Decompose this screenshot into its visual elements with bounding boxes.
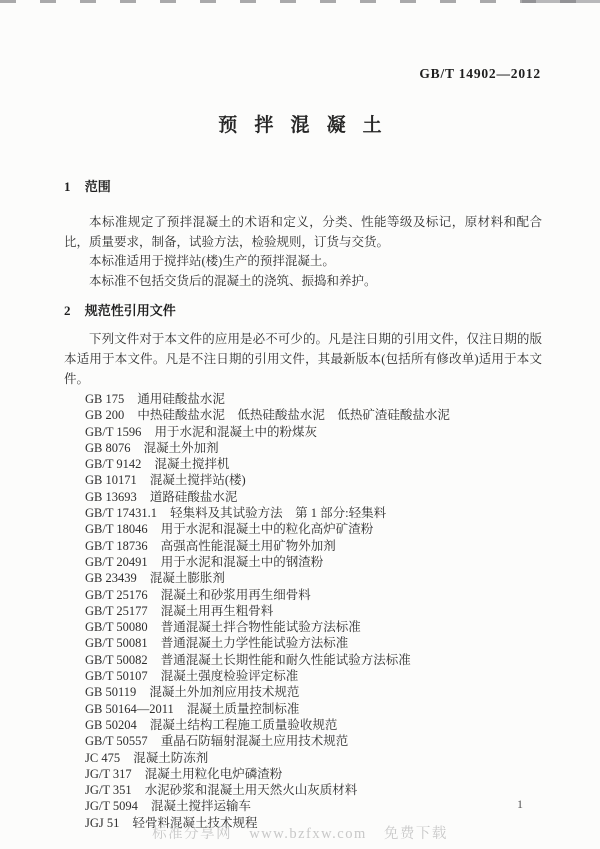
reference-code: JC 475 <box>85 750 121 765</box>
reference-title: 混凝土强度检验评定标准 <box>160 669 299 684</box>
reference-code: GB/T 50557 <box>85 734 148 749</box>
reference-item <box>85 424 542 440</box>
reference-item <box>85 782 542 798</box>
reference-title: 混凝土外加剂应用技术规范 <box>149 685 300 700</box>
scope-paragraph-1: 本标准规定了预拌混凝土的术语和定义，分类、性能等级及标记，原材料和配合比，质量要求，制备，试验方法，检验规则，订货与交货。 <box>64 215 542 249</box>
reference-title: 混凝土膨胀剂 <box>149 571 225 586</box>
reference-title: 普通混凝土力学性能试验方法标准 <box>160 636 349 651</box>
section-2-title: 规范性引用文件 <box>84 303 176 318</box>
reference-code: GB/T 50081 <box>85 636 148 651</box>
watermark-text: 标准分享网 www.bzfxw.com 免费下载 <box>152 826 448 842</box>
reference-title: 用于水泥和混凝土中的粒化高炉矿渣粉 <box>160 522 374 537</box>
reference-code: GB/T 17431.1 <box>85 506 157 521</box>
reference-code: GB/T 50080 <box>85 620 148 635</box>
reference-title: 普通混凝土长期性能和耐久性能试验方法标准 <box>160 652 411 667</box>
page-number: 1 <box>517 797 523 811</box>
scan-artifact-top-edge <box>0 0 600 3</box>
reference-item <box>85 798 542 814</box>
section-1-heading <box>64 176 542 195</box>
reference-item <box>85 472 542 488</box>
section-1-number: 1 <box>64 179 71 194</box>
reference-item <box>85 668 542 684</box>
reference-title: 混凝土用再生粗骨料 <box>160 603 274 618</box>
reference-title: 混凝土结构工程施工质量验收规范 <box>149 717 338 732</box>
references-intro-paragraph: 下列文件对于本文件的应用是必不可少的。凡是注日期的引用文件，仅注日期的版本适用于本文件。凡是不注日期的引用文件，其最新版本(包括所有修改单)适用于本文件。 <box>64 332 542 386</box>
reference-item <box>85 635 542 651</box>
reference-code: GB/T 1596 <box>85 424 142 439</box>
reference-title: 中热硅酸盐水泥 低热硅酸盐水泥 低热矿渣硅酸盐水泥 <box>137 408 450 423</box>
reference-item <box>85 652 542 668</box>
reference-item <box>85 505 542 521</box>
reference-code: GB 10171 <box>85 473 137 488</box>
scope-paragraph-3: 本标准不包括交货后的混凝土的浇筑、振捣和养护。 <box>89 273 377 288</box>
reference-item <box>85 456 542 472</box>
reference-title: 道路硅酸盐水泥 <box>149 489 238 504</box>
section-2-number: 2 <box>64 303 71 318</box>
reference-title: 混凝土外加剂 <box>143 440 219 455</box>
reference-code: GB 13693 <box>85 489 137 504</box>
reference-item <box>85 717 542 733</box>
reference-item <box>85 684 542 700</box>
reference-item <box>85 701 542 717</box>
reference-item <box>85 391 542 407</box>
reference-code: GB 50204 <box>85 717 137 732</box>
reference-item <box>85 587 542 603</box>
reference-title: 普通混凝土拌合物性能试验方法标准 <box>160 620 361 635</box>
reference-code: GB 175 <box>85 392 125 406</box>
reference-code: GB/T 9142 <box>85 457 142 472</box>
reference-title: 混凝土搅拌机 <box>154 457 230 472</box>
reference-item <box>85 440 542 456</box>
reference-item <box>85 554 542 570</box>
reference-item <box>85 750 542 766</box>
reference-title: 用于水泥和混凝土中的粉煤灰 <box>154 424 318 439</box>
reference-item <box>85 538 542 554</box>
reference-title: 轻骨料混凝土技术规程 <box>132 815 258 830</box>
reference-code: GB/T 18736 <box>85 538 148 553</box>
reference-code: JG/T 351 <box>85 783 132 798</box>
reference-code: GB 23439 <box>85 571 137 586</box>
reference-title: 混凝土搅拌运输车 <box>151 799 252 814</box>
reference-code: GB/T 18046 <box>85 522 148 537</box>
reference-title: 轻集料及其试验方法 第 1 部分:轻集料 <box>170 506 387 521</box>
reference-code: JG/T 317 <box>85 766 132 781</box>
section-2-heading <box>64 300 542 319</box>
reference-code: JGJ 51 <box>85 815 120 830</box>
page-content <box>64 176 542 831</box>
reference-title: 水泥砂浆和混凝土用天然火山灰质材料 <box>144 783 358 798</box>
reference-code: GB 50119 <box>85 685 137 700</box>
standard-code: GB/T 14902—2012 <box>419 66 541 81</box>
reference-code: GB/T 25177 <box>85 603 148 618</box>
section-1-title: 范围 <box>84 179 111 194</box>
reference-title: 混凝土和砂浆用再生细骨料 <box>160 587 311 602</box>
reference-code: GB/T 20491 <box>85 554 148 569</box>
reference-title: 通用硅酸盐水泥 <box>137 392 225 406</box>
reference-item <box>85 407 542 423</box>
document-title: 预拌混凝土 <box>218 115 399 136</box>
reference-code: GB/T 50107 <box>85 669 148 684</box>
reference-title: 用于水泥和混凝土中的钢渣粉 <box>160 554 324 569</box>
reference-item <box>85 489 542 505</box>
reference-item <box>85 766 542 782</box>
reference-list <box>64 391 542 831</box>
reference-code: GB 200 <box>85 408 125 423</box>
reference-title: 混凝土搅拌站(楼) <box>149 473 246 488</box>
reference-item <box>85 570 542 586</box>
reference-title: 重晶石防辐射混凝土应用技术规范 <box>160 734 349 749</box>
reference-title: 混凝土用粒化电炉磷渣粉 <box>144 766 283 781</box>
reference-code: GB 8076 <box>85 440 131 455</box>
reference-code: GB 50164—2011 <box>85 701 174 716</box>
reference-item <box>85 733 542 749</box>
reference-item <box>85 603 542 619</box>
reference-code: JG/T 5094 <box>85 799 138 814</box>
scope-paragraph-2: 本标准适用于搅拌站(楼)生产的预拌混凝土。 <box>89 254 335 268</box>
reference-code: GB/T 50082 <box>85 652 148 667</box>
reference-item <box>85 521 542 537</box>
reference-item <box>85 619 542 635</box>
reference-title: 混凝土质量控制标准 <box>186 701 300 716</box>
reference-title: 混凝土防冻剂 <box>133 750 209 765</box>
reference-title: 高强高性能混凝土用矿物外加剂 <box>160 538 336 553</box>
reference-code: GB/T 25176 <box>85 587 148 602</box>
